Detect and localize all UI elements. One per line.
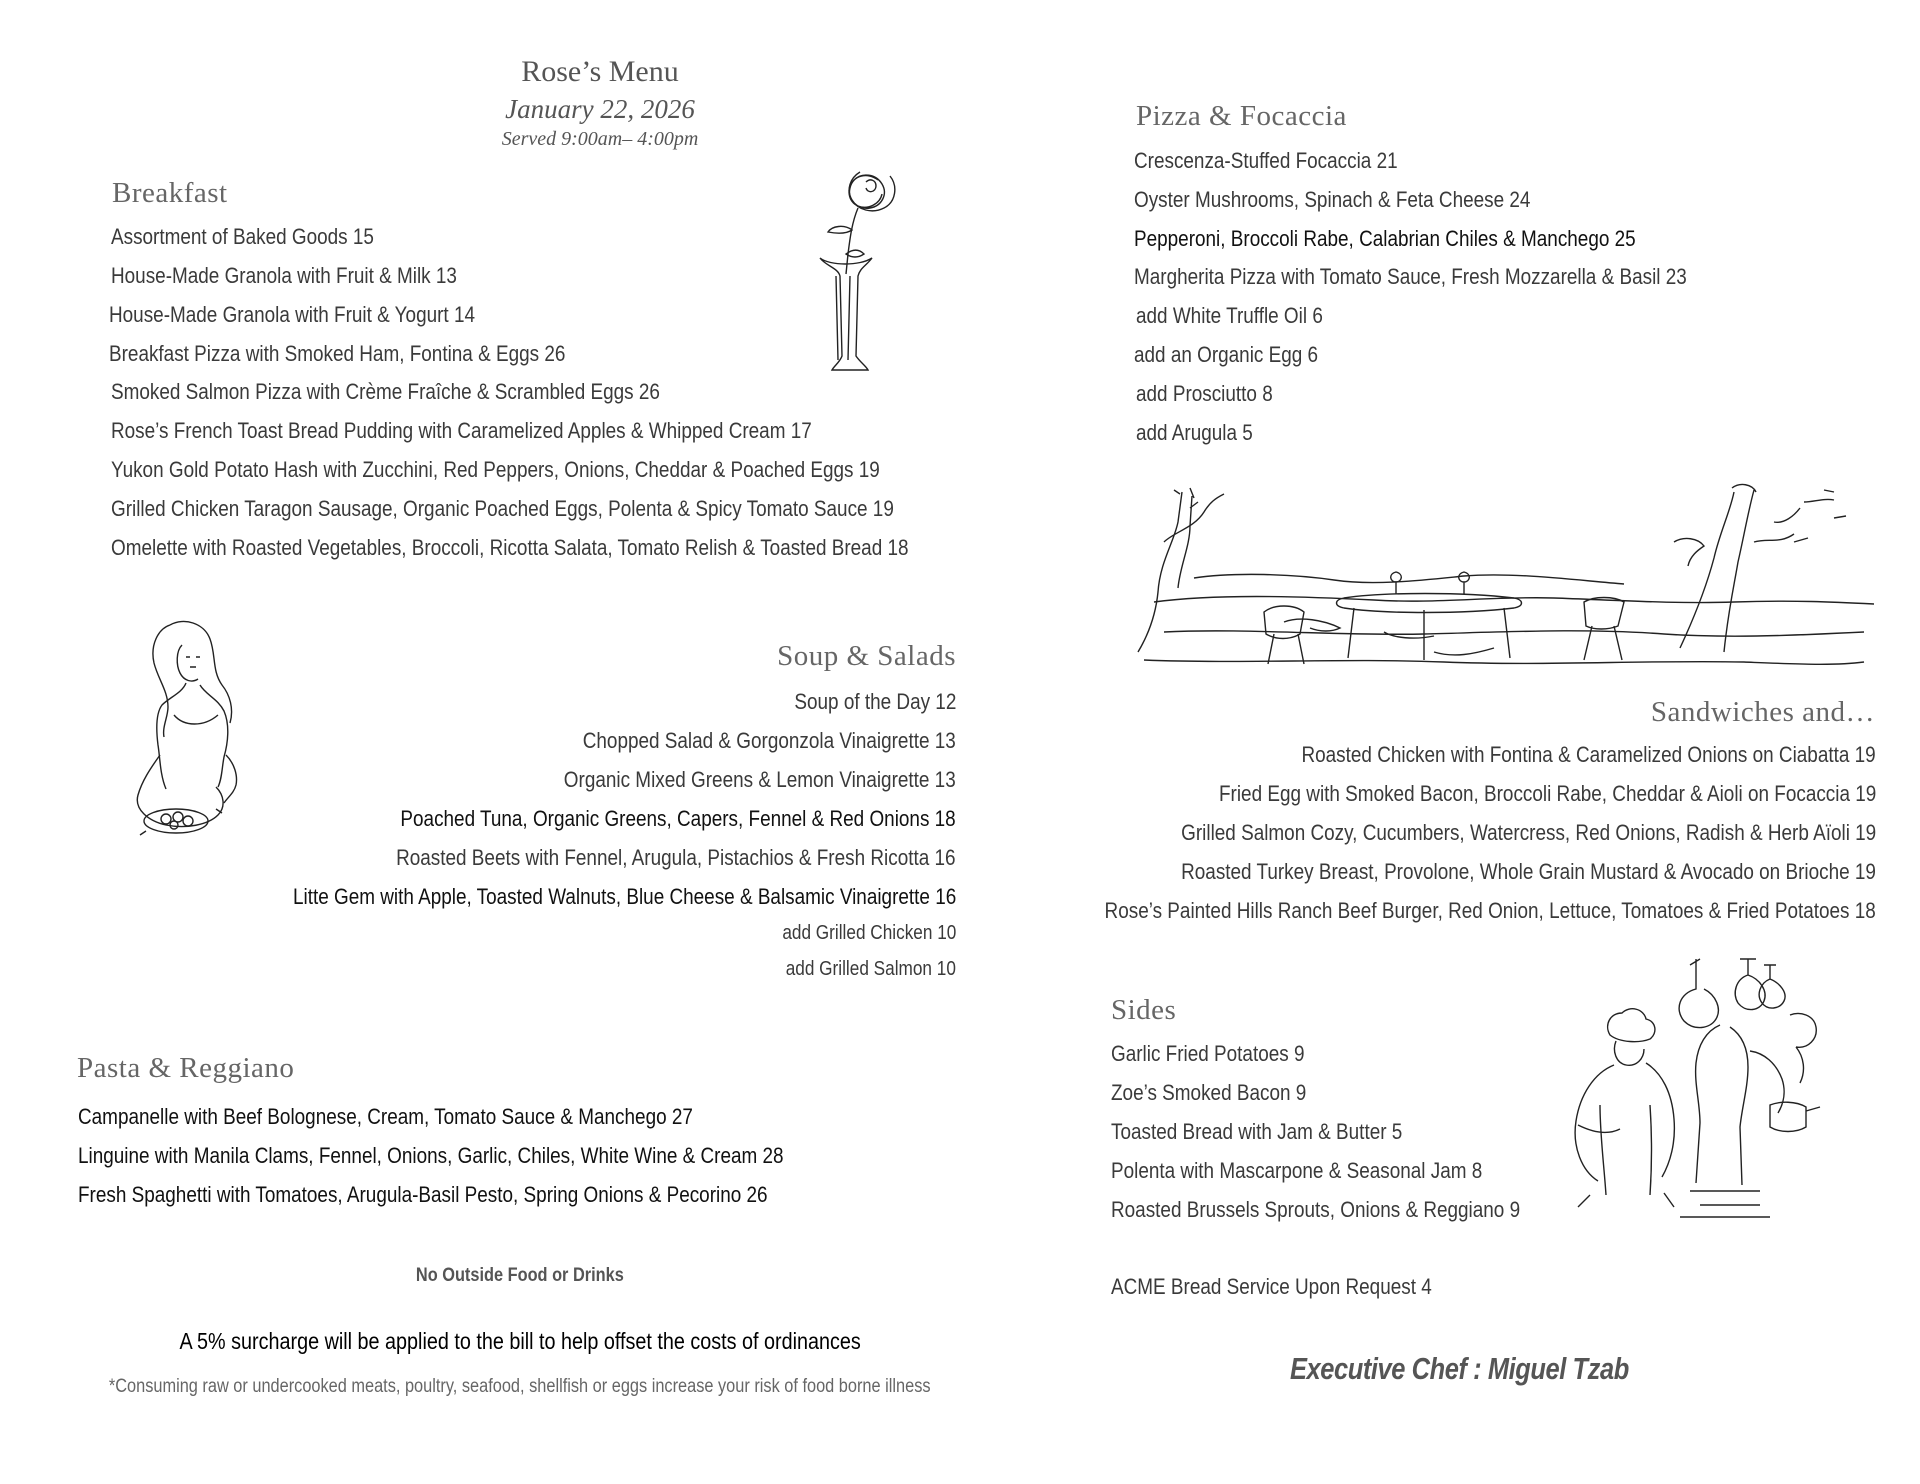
menu-item: Soup of the Day 12 xyxy=(794,689,956,714)
notice-raw-warning-text: *Consuming raw or undercooked meats, poultry, seafood, shellfish or eggs increase your risk of food borne illness xyxy=(109,1376,931,1397)
section-title-sandwiches: Sandwiches and… xyxy=(1650,696,1875,728)
section-title-breakfast: Breakfast xyxy=(112,177,228,209)
notice-surcharge xyxy=(0,1328,1040,1355)
menu-item: Grilled Salmon Cozy, Cucumbers, Watercress, Red Onions, Radish & Herb Aïoli 19 xyxy=(1180,820,1876,845)
menu-item: Roasted Chicken with Fontina & Caramelized Onions on Ciabatta 19 xyxy=(1301,742,1876,767)
menu-item: Smoked Salmon Pizza with Crème Fraîche & Scrambled Eggs 26 xyxy=(111,379,660,404)
menu-item: House-Made Granola with Fruit & Yogurt 14 xyxy=(109,302,475,327)
menu-item: Pepperoni, Broccoli Rabe, Calabrian Chiles & Manchego 25 xyxy=(1134,226,1636,251)
served-hours: Served 9:00am– 4:00pm xyxy=(501,128,699,150)
section-title-soup-salads: Soup & Salads xyxy=(777,640,956,672)
menu-item: Rose’s Painted Hills Ranch Beef Burger, Red Onion, Lettuce, Tomatoes & Fried Potatoes 18 xyxy=(1104,898,1876,923)
menu-item: Omelette with Roasted Vegetables, Broccoli, Ricotta Salata, Tomato Relish & Toasted Bread 18 xyxy=(111,535,909,560)
section-title-pasta: Pasta & Reggiano xyxy=(77,1052,295,1084)
menu-item: Campanelle with Beef Bolognese, Cream, Tomato Sauce & Manchego 27 xyxy=(78,1104,693,1129)
menu-item: House-Made Granola with Fruit & Milk 13 xyxy=(111,263,457,288)
menu-item: Linguine with Manila Clams, Fennel, Onions, Garlic, Chiles, White Wine & Cream 28 xyxy=(78,1143,784,1168)
menu-item: add Prosciutto 8 xyxy=(1136,381,1273,406)
notice-no-outside-food-text: No Outside Food or Drinks xyxy=(416,1265,624,1286)
section-title-sides: Sides xyxy=(1111,994,1177,1026)
menu-item: add White Truffle Oil 6 xyxy=(1136,303,1323,328)
menu-item: Assortment of Baked Goods 15 xyxy=(111,224,374,249)
notice-raw-warning xyxy=(0,1376,1040,1398)
menu-item: Yukon Gold Potato Hash with Zucchini, Red Peppers, Onions, Cheddar & Poached Eggs 19 xyxy=(111,457,880,482)
menu-item: Fresh Spaghetti with Tomatoes, Arugula-Basil Pesto, Spring Onions & Pecorino 26 xyxy=(78,1182,768,1207)
menu-item: Crescenza-Stuffed Focaccia 21 xyxy=(1134,148,1398,173)
menu-item: Roasted Brussels Sprouts, Onions & Reggiano 9 xyxy=(1111,1197,1521,1222)
menu-item: Chopped Salad & Gorgonzola Vinaigrette 13 xyxy=(582,728,956,753)
notice-surcharge-text: A 5% surcharge will be applied to the bill to help offset the costs of ordinances xyxy=(179,1328,861,1354)
menu-item: Organic Mixed Greens & Lemon Vinaigrette 13 xyxy=(564,767,956,792)
menu-item: Roasted Turkey Breast, Provolone, Whole Grain Mustard & Avocado on Brioche 19 xyxy=(1181,859,1876,884)
executive-chef: Executive Chef : Miguel Tzab xyxy=(1290,1351,1629,1386)
menu-item: add Grilled Salmon 10 xyxy=(785,958,956,980)
menu-item: Toasted Bread with Jam & Butter 5 xyxy=(1111,1119,1403,1144)
section-title-pizza: Pizza & Focaccia xyxy=(1136,100,1347,132)
menu-item: Breakfast Pizza with Smoked Ham, Fontina & Eggs 26 xyxy=(109,341,566,366)
menu-item: Garlic Fried Potatoes 9 xyxy=(1111,1041,1305,1066)
menu-item: add Arugula 5 xyxy=(1136,420,1253,445)
rose-vase-illustration xyxy=(780,150,920,380)
menu-item: Roasted Beets with Fennel, Arugula, Pistachios & Fresh Ricotta 16 xyxy=(396,845,956,870)
bread-service: ACME Bread Service Upon Request 4 xyxy=(1111,1274,1432,1299)
menu-item: Zoe’s Smoked Bacon 9 xyxy=(1111,1080,1307,1105)
menu-item: Poached Tuna, Organic Greens, Capers, Fennel & Red Onions 18 xyxy=(400,806,956,831)
woman-with-plate-illustration xyxy=(130,605,280,855)
menu-item: Oyster Mushrooms, Spinach & Feta Cheese 24 xyxy=(1134,187,1531,212)
chefs-cooking-illustration xyxy=(1570,955,1850,1225)
notice-no-outside-food xyxy=(0,1265,1040,1287)
menu-item: Litte Gem with Apple, Toasted Walnuts, Blue Cheese & Balsamic Vinaigrette 16 xyxy=(292,884,956,909)
menu-item: Margherita Pizza with Tomato Sauce, Fresh Mozzarella & Basil 23 xyxy=(1134,264,1687,289)
menu-date: January 22, 2026 xyxy=(505,94,695,124)
menu-item: Fried Egg with Smoked Bacon, Broccoli Rabe, Cheddar & Aioli on Focaccia 19 xyxy=(1218,781,1876,806)
menu-item: add an Organic Egg 6 xyxy=(1134,342,1319,367)
outdoor-cafe-illustration xyxy=(1134,482,1874,682)
menu-item: Rose’s French Toast Bread Pudding with Caramelized Apples & Whipped Cream 17 xyxy=(111,418,812,443)
menu-item: Polenta with Mascarpone & Seasonal Jam 8 xyxy=(1111,1158,1483,1183)
menu-item: Grilled Chicken Taragon Sausage, Organic Poached Eggs, Polenta & Spicy Tomato Sauce 19 xyxy=(111,496,894,521)
menu-title: Rose’s Menu xyxy=(521,55,679,88)
menu-item: add Grilled Chicken 10 xyxy=(781,922,956,944)
